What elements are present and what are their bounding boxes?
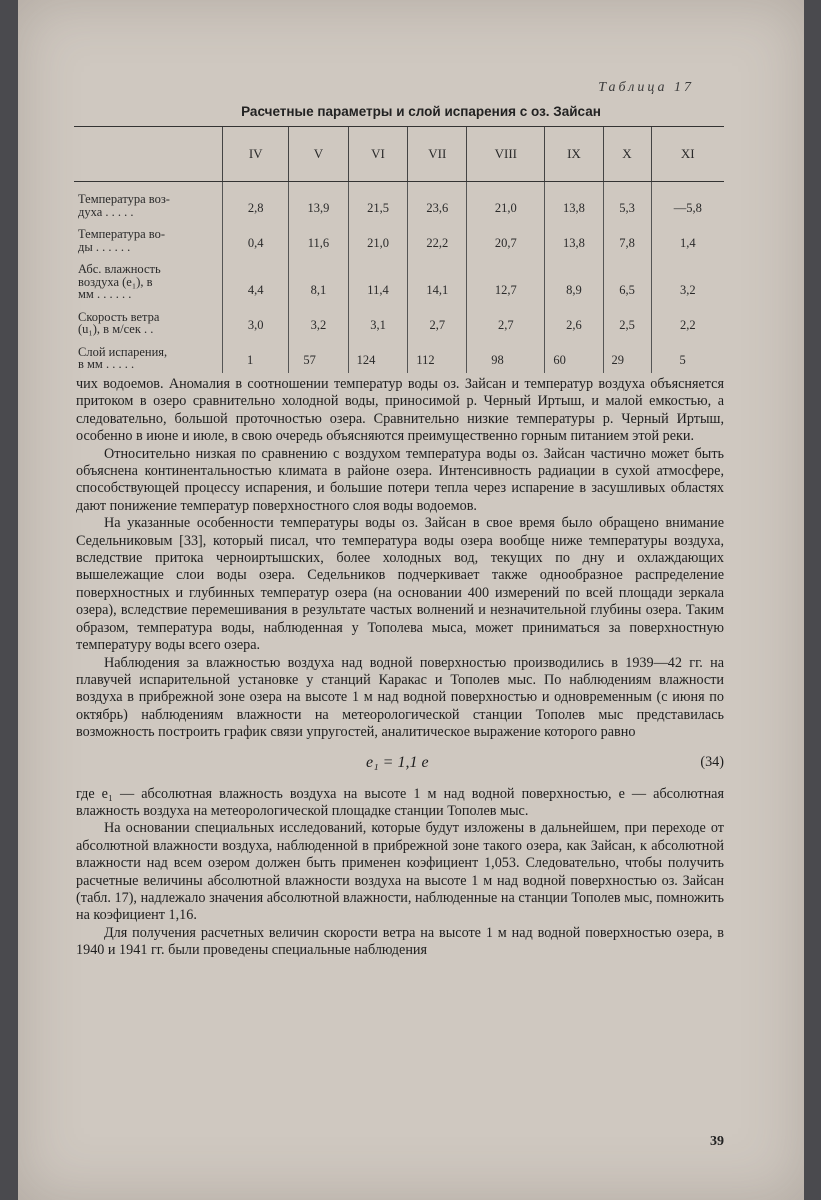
table-title: Расчетные параметры и слой испарения с оз. Зайсан <box>241 104 601 119</box>
table-cell: 3,1 <box>348 303 408 338</box>
header-corner <box>74 127 223 182</box>
table-cell: —5,8 <box>651 182 724 221</box>
row-label: Абс. влажность воздуха (e₁), в мм . . . . . . <box>78 262 161 301</box>
paragraph: Для получения расчетных величин скорости ветра на высоте 1 м над водной поверхностью озера, в 1940 и 1941 гг. были проведены специальные наблюдения <box>76 924 724 959</box>
table-cell: 11,6 <box>289 220 348 255</box>
table-cell: 3,2 <box>289 303 348 338</box>
table-cell: 2,7 <box>467 303 545 338</box>
month-header: VIII <box>467 127 545 182</box>
month-header: XI <box>651 127 724 182</box>
table-cell: 57 <box>289 338 348 373</box>
table-cell: 5 <box>651 338 724 373</box>
table-cell: 5,3 <box>603 182 651 221</box>
table-cell: 3,2 <box>651 255 724 303</box>
table-cell: 13,9 <box>289 182 348 221</box>
table-cell: 112 <box>408 338 467 373</box>
month-header: IX <box>545 127 603 182</box>
book-page <box>18 0 804 1200</box>
table-cell: 21,5 <box>348 182 408 221</box>
month-header: V <box>289 127 348 182</box>
table-cell: 22,2 <box>408 220 467 255</box>
table-cell: 0,4 <box>223 220 289 255</box>
table-cell: 7,8 <box>603 220 651 255</box>
table-cell: 2,6 <box>545 303 603 338</box>
table-cell: 2,8 <box>223 182 289 221</box>
table-cell: 14,1 <box>408 255 467 303</box>
table-cell: 12,7 <box>467 255 545 303</box>
table-cell: 8,1 <box>289 255 348 303</box>
table-cell: 20,7 <box>467 220 545 255</box>
table-label: Таблица 17 <box>598 80 694 95</box>
evaporation-table <box>74 126 724 373</box>
formula <box>76 746 724 786</box>
row-label: Слой испарения, в мм . . . . . <box>78 344 168 371</box>
table-cell: 1,4 <box>651 220 724 255</box>
table-cell: 2,2 <box>651 303 724 338</box>
paragraph: чих водоемов. Аномалия в соотношении температур воды оз. Зайсан и температур воздуха объясняется притоком в озеро сравнительно холодной воды, приносимой р. Черный Иртыш, и малой емкостью, а следовательно, большой проточностью озера. Сравнительно низкие температуры р. Черный Иртыш, особенно в июне и июле, в свою очередь объясняются преимущественно горным питанием этой реки. <box>76 376 724 445</box>
formula-number: (34) <box>700 753 724 770</box>
page-number: 39 <box>710 1134 724 1149</box>
paragraph: На указанные особенности температуры воды оз. Зайсан в свое время было обращено внимание Седельниковым [33], который писал, что температура воды озера вообще ниже температуры воздуха, вследствие притока черноиртышских, более холодных вод, текущих по дну и охлаждающих вышележащие слои воды озера. Седельников подчеркивает также однообразное распределение поверхностных и глубинных температур озера (на основании 400 измерений по всей площади зеркала озера), вследствие перемешивания в результате частых волнений и незначительной глубины озера. Таким образом, температура воды, наблюденная у Тополева мыса, может приниматься за поверхностную температуру воды всего озера. <box>76 515 724 654</box>
month-header: VI <box>348 127 408 182</box>
table-row <box>74 338 724 373</box>
table-cell: 29 <box>603 338 651 373</box>
row-label: Температура во- ды . . . . . . <box>78 227 166 254</box>
table-header-row <box>74 127 724 182</box>
paragraph: Наблюдения за влажностью воздуха над водной поверхностью производились в 1939—42 гг. на плавучей испарительной установке у станций Каракас и Тополев мыс. По наблюдениям влажности воздуха в прибрежной зоне озера на высоте 1 м над водной поверхностью и одновременным (с июня по октябрь) наблюдениям влажности на метеорологической станции Тополев мыс представилась возможность построить график связи упругостей, аналитическое выражение которого равно <box>76 654 724 741</box>
table-cell: 13,8 <box>545 220 603 255</box>
table-cell: 8,9 <box>545 255 603 303</box>
table-cell: 1 <box>223 338 289 373</box>
table-cell: 13,8 <box>545 182 603 221</box>
table-row <box>74 303 724 338</box>
table-row <box>74 255 724 303</box>
table-cell: 3,0 <box>223 303 289 338</box>
paragraph: где e₁ — абсолютная влажность воздуха на высоте 1 м над водной поверхностью, e — абсолютная влажность воздуха на метеорологической площадке станции Тополев мыс. <box>76 785 724 819</box>
formula-expression: e₁ = 1,1 e <box>366 753 429 771</box>
body-text <box>76 376 724 960</box>
table-cell: 2,5 <box>603 303 651 338</box>
month-header: IV <box>223 127 289 182</box>
row-label: Температура воз- духа . . . . . <box>78 192 170 219</box>
table-cell: 2,7 <box>408 303 467 338</box>
table-cell: 21,0 <box>348 220 408 255</box>
table-cell: 11,4 <box>348 255 408 303</box>
table-row <box>74 220 724 255</box>
month-header: VII <box>408 127 467 182</box>
table-cell: 60 <box>545 338 603 373</box>
table-cell: 4,4 <box>223 255 289 303</box>
paragraph: На основании специальных исследований, которые будут изложены в дальнейшем, при переходе от абсолютной влажности воздуха, наблюденной в прибрежной зоне такого озера, как Зайсан, к абсолютной влажности над всем озером должен быть применен коэфициент 1,053. Следовательно, чтобы получить расчетные величины абсолютной влажности воздуха на высоте 1 м над водной поверхностью оз. Зайсан (табл. 17), надлежало значения абсолютной влажности, наблюденные на станции Тополев мыс, помножить на коэфициент 1,16. <box>76 820 724 924</box>
table-cell: 23,6 <box>408 182 467 221</box>
table-cell: 98 <box>467 338 545 373</box>
table-cell: 6,5 <box>603 255 651 303</box>
table-row <box>74 182 724 221</box>
table-cell: 21,0 <box>467 182 545 221</box>
table-cell: 124 <box>348 338 408 373</box>
row-label: Скорость ветра (u₁), в м/сек . . <box>78 309 160 336</box>
month-header: X <box>603 127 651 182</box>
paragraph: Относительно низкая по сравнению с воздухом температура воды оз. Зайсан частично может быть объяснена континентальностью климата в районе озера. Интенсивность радиации в сухой атмосфере, способствующей процессу испарения, и большие потери тепла через испарение в засушливых областях дают понижение температур поверхностного слоя воды водоемов. <box>76 445 724 514</box>
